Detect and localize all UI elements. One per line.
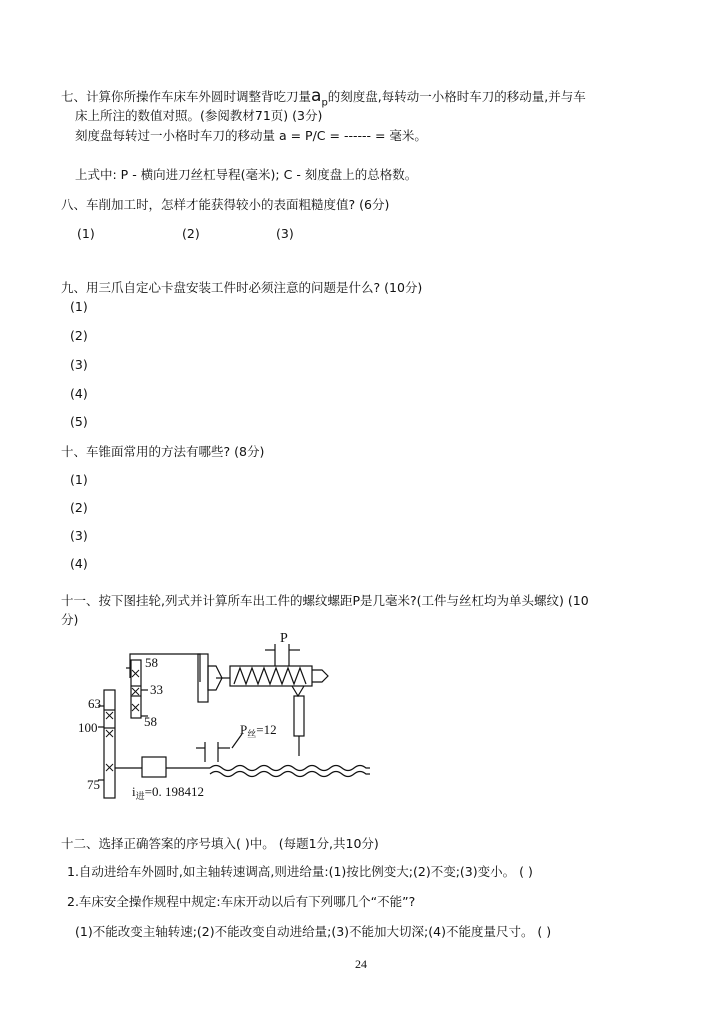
gear-label-100: 100	[78, 720, 98, 735]
q7-formula: 刻度盘每转过一小格时车刀的移动量 a = P/C = ------ = 毫米。	[75, 128, 427, 143]
leadscrew-pitch-sub: 丝	[247, 730, 257, 740]
q9-item-4: (4)	[70, 386, 88, 401]
q10-item-3: (3)	[70, 528, 88, 543]
q11-line2: 分)	[61, 612, 79, 627]
page-number: 24	[355, 957, 367, 971]
leadscrew-pitch-value: =12	[256, 722, 277, 737]
gear-label-33: 33	[150, 682, 163, 697]
q9-item-2: (2)	[70, 328, 88, 343]
q9-item-3: (3)	[70, 357, 88, 372]
q7-line2: 床上所注的数值对照。(参阅教材71页) (3分)	[75, 108, 323, 123]
ap-base: a	[311, 86, 322, 106]
q7-line1-post: 的刻度盘,每转动一小格时车刀的移动量,并与车	[327, 89, 586, 104]
q9-item-5: (5)	[70, 414, 88, 429]
q12-title: 十二、选择正确答案的序号填入( )中。 (每题1分,共10分)	[61, 836, 379, 851]
q10-title: 十、车锥面常用的方法有哪些? (8分)	[61, 444, 265, 459]
gear-label-58-mid: 58	[144, 714, 157, 729]
ap-symbol	[311, 86, 328, 109]
q12-item-2-options: (1)不能改变主轴转速;(2)不能改变自动进给量;(3)不能加大切深;(4)不能度量尺寸。 ( )	[75, 924, 552, 939]
q12-item-2: 2.车床安全操作规程中规定:车床开动以后有下列哪几个“不能”?	[67, 894, 416, 909]
q7-line1-pre: 七、计算你所操作车床车外圆时调整背吃刀量	[61, 89, 312, 104]
q7-note: 上式中: P - 横向进刀丝杠导程(毫米); C - 刻度盘上的总格数。	[75, 167, 418, 182]
q10-item-1: (1)	[70, 472, 88, 487]
q9-title: 九、用三爪自定心卡盘安装工件时必须注意的问题是什么? (10分)	[61, 280, 423, 295]
q11-line1: 十一、按下图挂轮,列式并计算所车出工件的螺纹螺距P是几毫米?(工件与丝杠均为单头螺纹) (10	[61, 593, 589, 608]
q8-title: 八、车削加工时，怎样才能获得较小的表面粗糙度值? (6分)	[61, 197, 390, 212]
q10-item-2: (2)	[70, 500, 88, 515]
q8-item-1: (1)	[77, 226, 95, 241]
gear-label-58-top: 58	[145, 655, 158, 670]
pitch-label-p: P	[280, 631, 288, 646]
leadscrew-pitch-label	[240, 722, 277, 740]
q10-item-4: (4)	[70, 556, 88, 571]
feed-ratio-value: =0. 198412	[144, 784, 204, 799]
gear-label-75: 75	[87, 777, 100, 792]
gear-label-63: 63	[88, 696, 101, 711]
feed-ratio-sub: 进	[135, 792, 145, 802]
q8-item-2: (2)	[182, 226, 200, 241]
q8-item-3: (3)	[276, 226, 294, 241]
feed-ratio-label	[132, 784, 204, 802]
q12-item-1: 1.自动进给车外圆时,如主轴转速调高,则进给量:(1)按比例变大;(2)不变;(3)变小。 ( )	[67, 864, 533, 879]
q9-item-1: (1)	[70, 299, 88, 314]
ap-subscript: p	[321, 97, 328, 109]
leadscrew-pitch-main: P	[240, 722, 248, 737]
feed-ratio-main: i	[132, 784, 136, 799]
gear-train-diagram	[70, 630, 380, 805]
